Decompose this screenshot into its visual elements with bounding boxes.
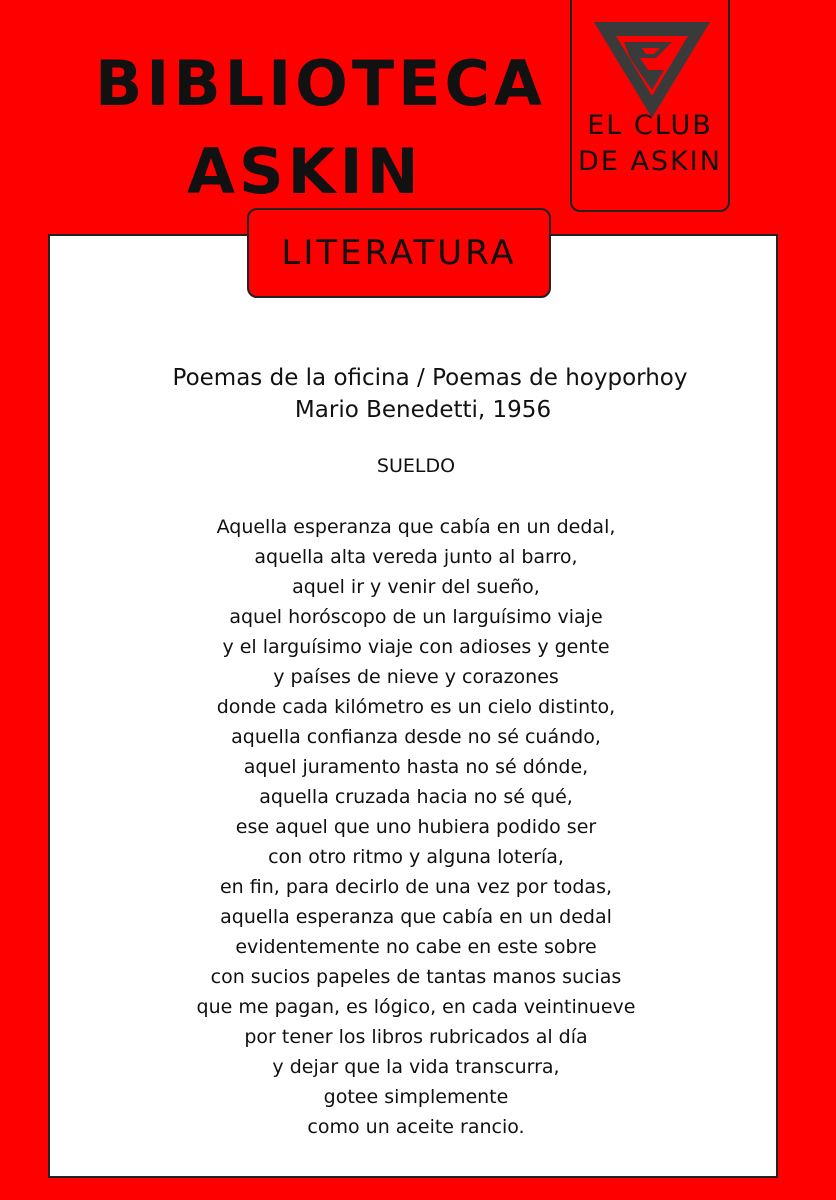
poem-line: y dejar que la vida transcurra, xyxy=(272,1056,560,1078)
poem-line: por tener los libros rubricados al día xyxy=(244,1026,588,1048)
poem-line: en fin, para decirlo de una vez por todas, xyxy=(219,876,613,898)
poem-line: Aquella esperanza que cabía en un dedal, xyxy=(216,516,616,538)
askin-club-logo-icon xyxy=(594,22,710,118)
club-badge xyxy=(570,0,730,212)
poem-line: gotee simplemente xyxy=(323,1086,509,1108)
poem-line: con sucios papeles de tantas manos sucias xyxy=(210,966,622,988)
poem-title: SUELDO xyxy=(376,455,456,477)
poem-line: aquella cruzada hacia no sé qué, xyxy=(259,786,573,808)
club-name-line2: DE ASKIN xyxy=(578,146,722,177)
poem-line: aquel juramento hasta no sé dónde, xyxy=(243,756,589,778)
poem-line: aquel ir y venir del sueño, xyxy=(292,576,540,598)
poem-line: y el larguísimo viaje con adioses y gente xyxy=(222,636,610,658)
poem-line: con otro ritmo y alguna lotería, xyxy=(268,846,564,868)
section-label: LITERATURA xyxy=(281,233,517,273)
poem-line: y países de nieve y corazones xyxy=(273,666,559,688)
book-author-year: Mario Benedetti, 1956 xyxy=(294,397,552,423)
library-title xyxy=(95,40,546,216)
poem-line: aquel horóscopo de un larguísimo viaje xyxy=(229,606,603,628)
poem-line: aquella confianza desde no sé cuándo, xyxy=(231,726,601,748)
poem-line: ese aquel que uno hubiera podido ser xyxy=(235,816,597,838)
section-tab xyxy=(247,208,551,298)
club-name xyxy=(572,108,728,180)
book-heading xyxy=(0,362,836,426)
poem-line: como un aceite rancio. xyxy=(307,1116,525,1138)
poem-line: evidentemente no cabe en este sobre xyxy=(235,936,597,958)
library-title-line1: BIBLIOTECA xyxy=(95,47,546,120)
poem-body xyxy=(0,512,832,1142)
poem-line: donde cada kilómetro es un cielo distinto, xyxy=(216,696,616,718)
club-name-line1: EL CLUB xyxy=(587,110,713,141)
library-title-line2: ASKIN xyxy=(187,135,423,208)
poem-line: aquella esperanza que cabía en un dedal xyxy=(220,906,612,928)
poem-line: aquella alta vereda junto al barro, xyxy=(254,546,578,568)
book-title: Poemas de la oficina / Poemas de hoyporhoy xyxy=(172,365,688,391)
poem-line: que me pagan, es lógico, en cada veintinueve xyxy=(196,996,636,1018)
